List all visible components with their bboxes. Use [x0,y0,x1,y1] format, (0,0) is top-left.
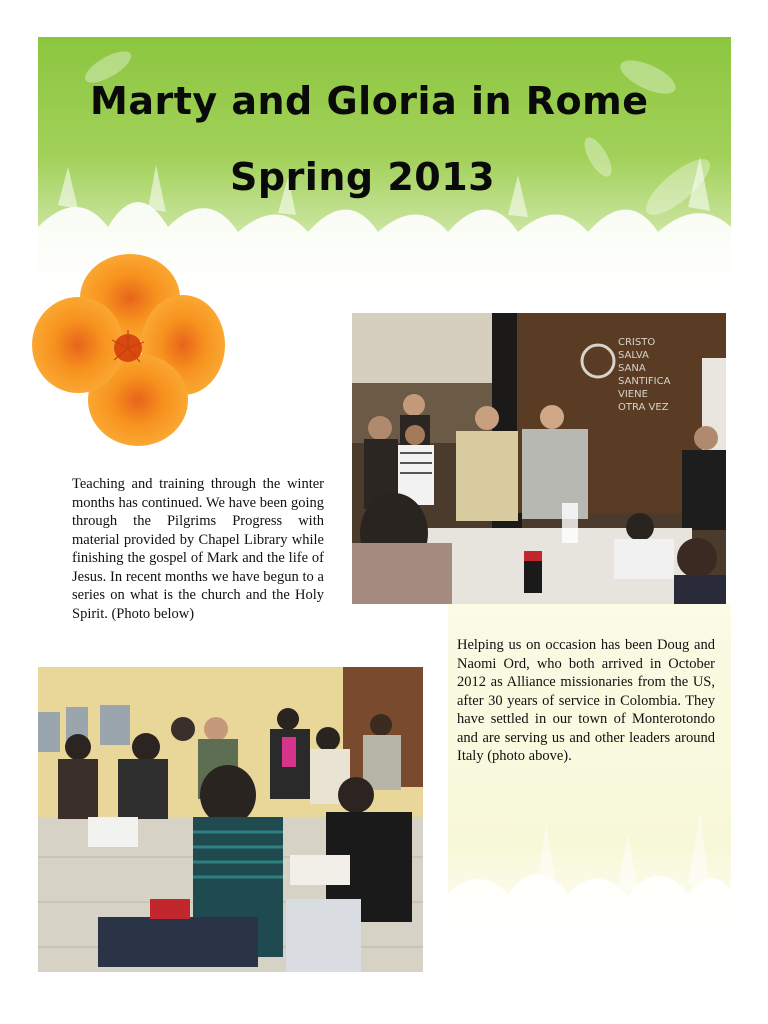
wall-sign-line: SANA [618,363,646,374]
missionaries-paragraph: Helping us on occasion has been Doug and Naomi Ord, who both arrived in October 2012 as Alliance missionaries from the US, after 30 years of service in Colombia. They have settled in our town of Monterotondo and are serving us and other leaders around Italy (photo above). [457,637,715,764]
page-subtitle: Spring 2013 [230,155,496,199]
page-title: Marty and Gloria in Rome [90,79,649,123]
wall-sign-line: SANTIFICA [618,376,671,387]
orange-flower-image [28,250,233,455]
wall-sign-line: SALVA [618,350,649,361]
photo-study-group [38,667,423,972]
wall-sign-line: VIENE [618,389,648,400]
wall-sign-line: CRISTO [618,337,656,348]
photo-church-meeting [352,313,726,604]
teaching-paragraph: Teaching and training through the winter months has continued. We have been going through the Pilgrims Progress with material provided by Chapel Library while finishing the gospel of Mark and the life of Jesus. In recent months we have begun to a series on what is the church and the Holy Spirit. (Photo below) [72,476,324,622]
wall-sign-line: OTRA VEZ [618,402,669,413]
